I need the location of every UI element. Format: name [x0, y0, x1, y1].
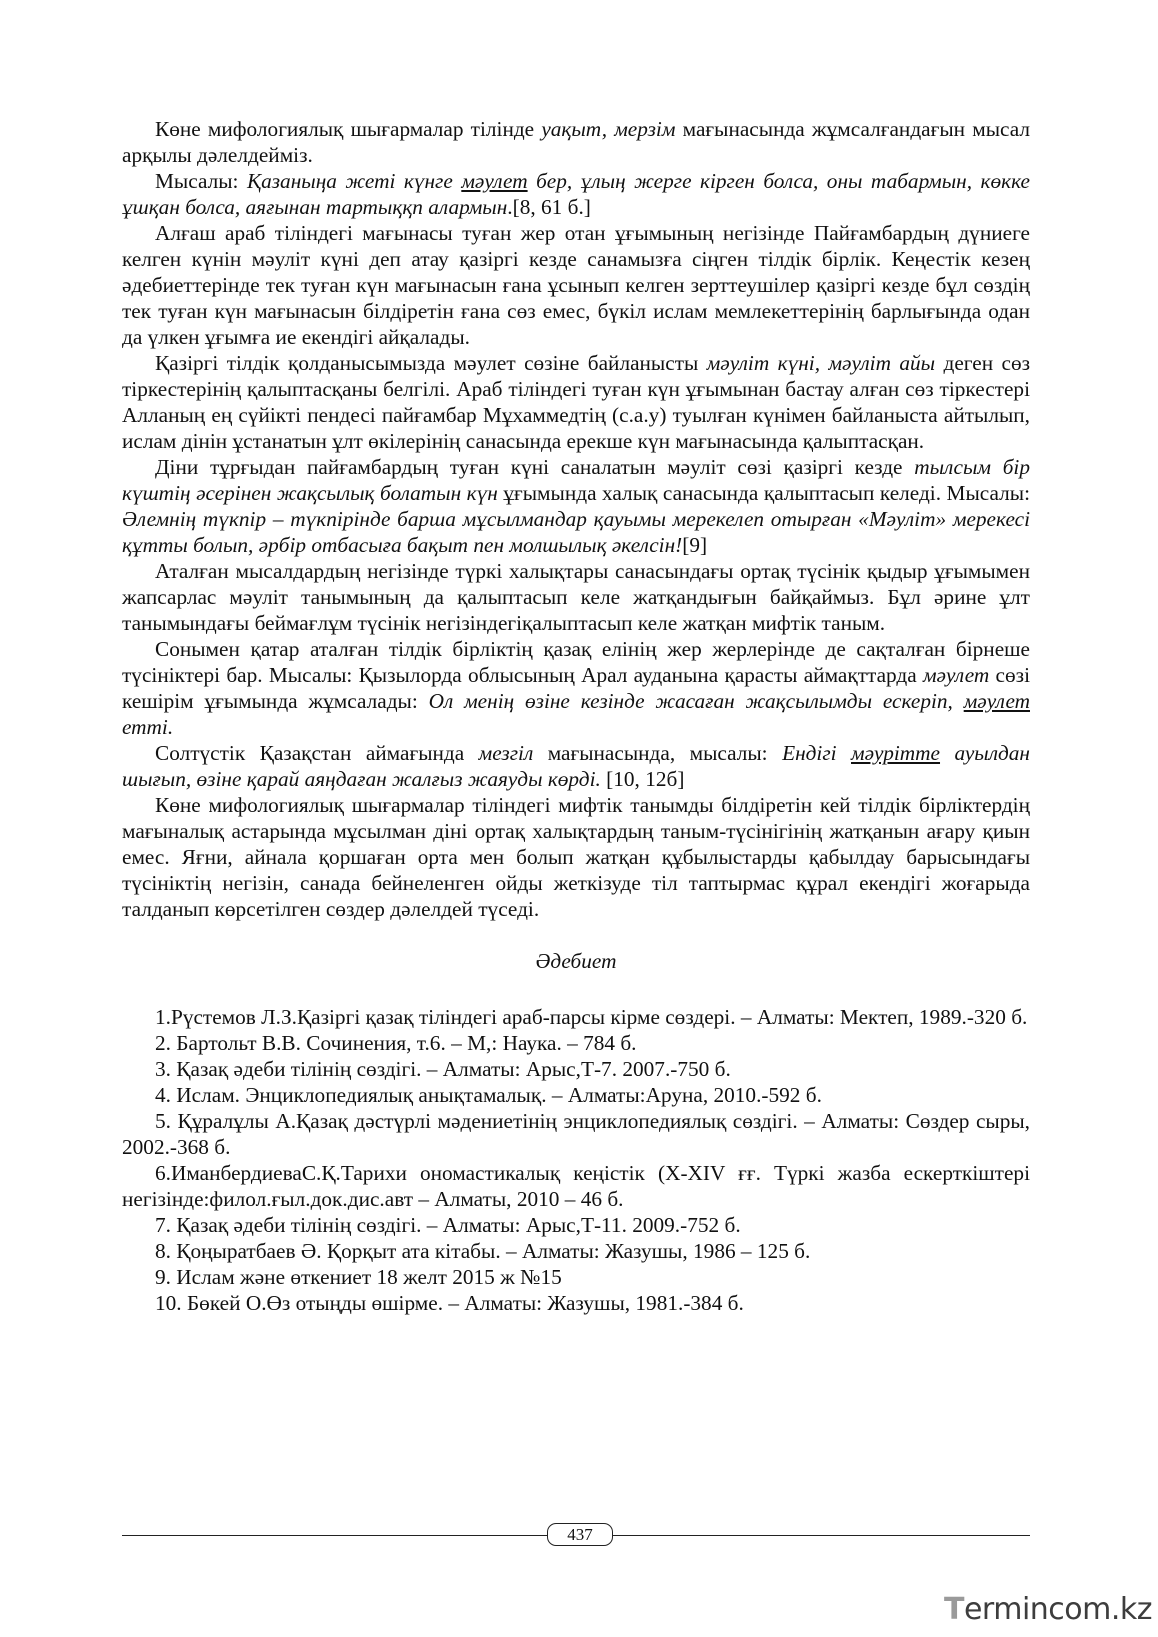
italic-text: Қазаныңа жеті күнге	[246, 169, 462, 193]
italic-text: тылсым бір күштің әсерінен жақсылық болатын күн	[122, 455, 1030, 505]
italic-text: бер, ұлың жерге кірген болса, оны табармын, көкке ұшқан болса, аяғынан тартыққп алармын	[122, 169, 1031, 219]
text-run: Мысалы:	[155, 169, 247, 193]
reference-item: 9. Ислам және өткениет 18 желт 2015 ж №15	[155, 1265, 562, 1289]
body-paragraph	[122, 558, 1030, 636]
reference-item: 3. Қазақ әдеби тілінің сөздігі. – Алматы: Арыс,Т-7. 2007.-750 б.	[155, 1057, 731, 1081]
text-run: Көне мифологиялық шығармалар тіліндегі мифтік танымды білдіретін кей тілдік бірліктердің мағыналық астарында мұсылман діні ортақ халықтардың таным-түсінігінің жатқанын ағару қиын емес. Яғни, айнала қоршаған орта мен болып жатқан құбылыстарды қабылдау барысындағы түсініктің негізін, санада бейнеленген ойды жеткізуде тіл таптырмас құрал екендігі жоғарыда талданып көрсетілген сөздер дәлелдей түседі.	[122, 793, 1030, 921]
logo-letter-icon: T	[944, 1592, 964, 1627]
footer-rule-right	[613, 1535, 1030, 1536]
bibliography-heading: Әдебиет	[535, 949, 617, 973]
body-paragraph	[122, 792, 1030, 922]
italic-text: мәуліт күні, мәуліт айы	[706, 351, 936, 375]
text-run: Алғаш араб тіліндегі мағынасы туған жер отан ұғымының негізінде Пайғамбардың дүниеге келген күнін мәуліт күні деп атау қазіргі кезде санамызға сіңген тілдік бірлік. Кеңестік кезең әдебиеттерінде тек туған күн мағынасын ғана ұсынып келген зерттеушілер қазіргі кезде бұл сөздің тек туған күн мағынасын білдіретін ғана сөз емес, бүкіл ислам мемлекеттерінің барлығында одан да үлкен ұғымға ие екендігі айқалады.	[122, 221, 1030, 349]
italic-text: мәулет	[963, 689, 1030, 713]
text-run: деген сөз тіркестерінің қалыптасқаны белгілі. Араб тіліндегі туған күн ұғымынан бастау алған сөз тіркестері Алланың ең сүйікті пендесі пайғамбар Мұхаммедтің (с.а.у) туылған күнімен байланыста айтылып, ислам дінін ұстанатын ұлт өкілерінің санасында ерекше күн мағынасында қалыптасқан.	[122, 351, 1031, 453]
body-paragraph	[122, 168, 1030, 220]
text-run: Көне мифологиялық шығармалар тілінде	[155, 117, 542, 141]
reference-item: 7. Қазақ әдеби тілінің сөздігі. – Алматы: Арыс,Т-11. 2009.-752 б.	[155, 1213, 741, 1237]
references-list	[122, 1004, 1030, 1316]
italic-text: ауылдан шығып, өзіне қарай аяңдаған жалғыз жаяуды көрді.	[122, 741, 1030, 791]
page-number: 437	[547, 1523, 613, 1546]
body-paragraph	[122, 220, 1030, 350]
italic-text: мезгіл	[478, 741, 534, 765]
italic-text: Ол менің өзіне кезінде жасаған жақсылымды ескеріп,	[428, 689, 964, 713]
watermark-logo	[944, 1592, 1152, 1628]
italic-text: етті.	[122, 715, 174, 739]
body-paragraph	[122, 636, 1030, 740]
footer-rule-left	[122, 1535, 547, 1536]
body-paragraph	[122, 350, 1030, 454]
text-run: Солтүстік Қазақстан аймағында	[155, 741, 479, 765]
italic-text: Әлемнің түкпір – түкпірінде барша мұсылмандар қауымы мерекелеп отырған «Мәуліт» мерекесі құтты болып, әрбір отбасыға бақыт пен молшылық әкелсін!	[122, 507, 1030, 557]
reference-item: 4. Ислам. Энциклопедиялық анықтамалық. – Алматы:Аруна, 2010.-592 б.	[155, 1083, 822, 1107]
italic-text: уақыт, мерзім	[541, 117, 676, 141]
text-run: Аталған мысалдардың негізінде түркі халықтары санасындағы ортақ түсінік қыдыр ұғымымен жапсарлас мәуліт танымының да қалыптасып келе жатқандығын байқаймыз. Бұл әрине ұлт танымындағы беймағлұм түсінік негізіндегіқалыптасып келе жатқан мифтік таным.	[122, 559, 1030, 635]
text-run: Сонымен қатар аталған тілдік бірліктің қазақ елінің жер жерлерінде де сақталған бірнеше түсініктері бар. Мысалы: Қызылорда облысының Арал ауданына қарасты аймақттарда	[122, 637, 1030, 687]
text-run: [10, 12б]	[600, 767, 685, 791]
text-run: ұғымында халық санасында қалыптасып келеді. Мысалы:	[497, 481, 1030, 505]
text-run: мағынасында жұмсалғандағын мысал арқылы дәлелдейміз.	[122, 117, 1031, 167]
body-paragraph	[122, 116, 1030, 168]
reference-item: 10. Бөкей О.Өз отыңды өшірме. – Алматы: Жазушы, 1981.-384 б.	[155, 1291, 744, 1315]
text-run: .[8, 61 б.]	[507, 195, 591, 219]
italic-text: мәурітте	[851, 741, 941, 765]
reference-item: 1.Рүстемов Л.З.Қазіргі қазақ тіліндегі араб-парсы кірме сөздері. – Алматы: Мектеп, 1989.-320 б.	[155, 1005, 1028, 1029]
text-run: мағынасында, мысалы:	[533, 741, 783, 765]
reference-item: 6.ИманбердиеваС.Қ.Тарихи ономастикалық кеңістік (X-XIV ғғ. Түркі жазба ескерткіштері негізінде:филол.ғыл.док.дис.авт – Алматы, 2010 – 46 б.	[122, 1161, 1030, 1211]
body-text	[122, 116, 1030, 922]
body-paragraph	[122, 454, 1030, 558]
text-run: [9]	[682, 533, 708, 557]
page-content	[122, 116, 1030, 1316]
italic-text: мәулет	[461, 169, 528, 193]
logo-text: ermincom.kz	[963, 1592, 1153, 1627]
italic-text: Ендігі	[782, 741, 852, 765]
text-run: сөзі кешірім ұғымында жұмсалады:	[122, 663, 1030, 713]
reference-item: 8. Қоңыратбаев Ә. Қорқыт ата кітабы. – Алматы: Жазушы, 1986 – 125 б.	[155, 1239, 811, 1263]
reference-item: 5. Құралұлы А.Қазақ дәстүрлі мәдениетінің энциклопедиялық сөздігі. – Алматы: Сөздер сыры, 2002.-368 б.	[122, 1109, 1030, 1159]
text-run: Діни тұрғыдан пайғамбардың туған күні саналатын мәуліт сөзі қазіргі кезде	[155, 455, 915, 479]
italic-text: мәулет	[922, 663, 990, 687]
text-run: Қазіргі тілдік қолданысымызда мәулет сөзіне байланысты	[155, 351, 707, 375]
reference-item: 2. Бартольт В.В. Сочинения, т.6. – М,: Наука. – 784 б.	[155, 1031, 637, 1055]
body-paragraph	[122, 740, 1030, 792]
